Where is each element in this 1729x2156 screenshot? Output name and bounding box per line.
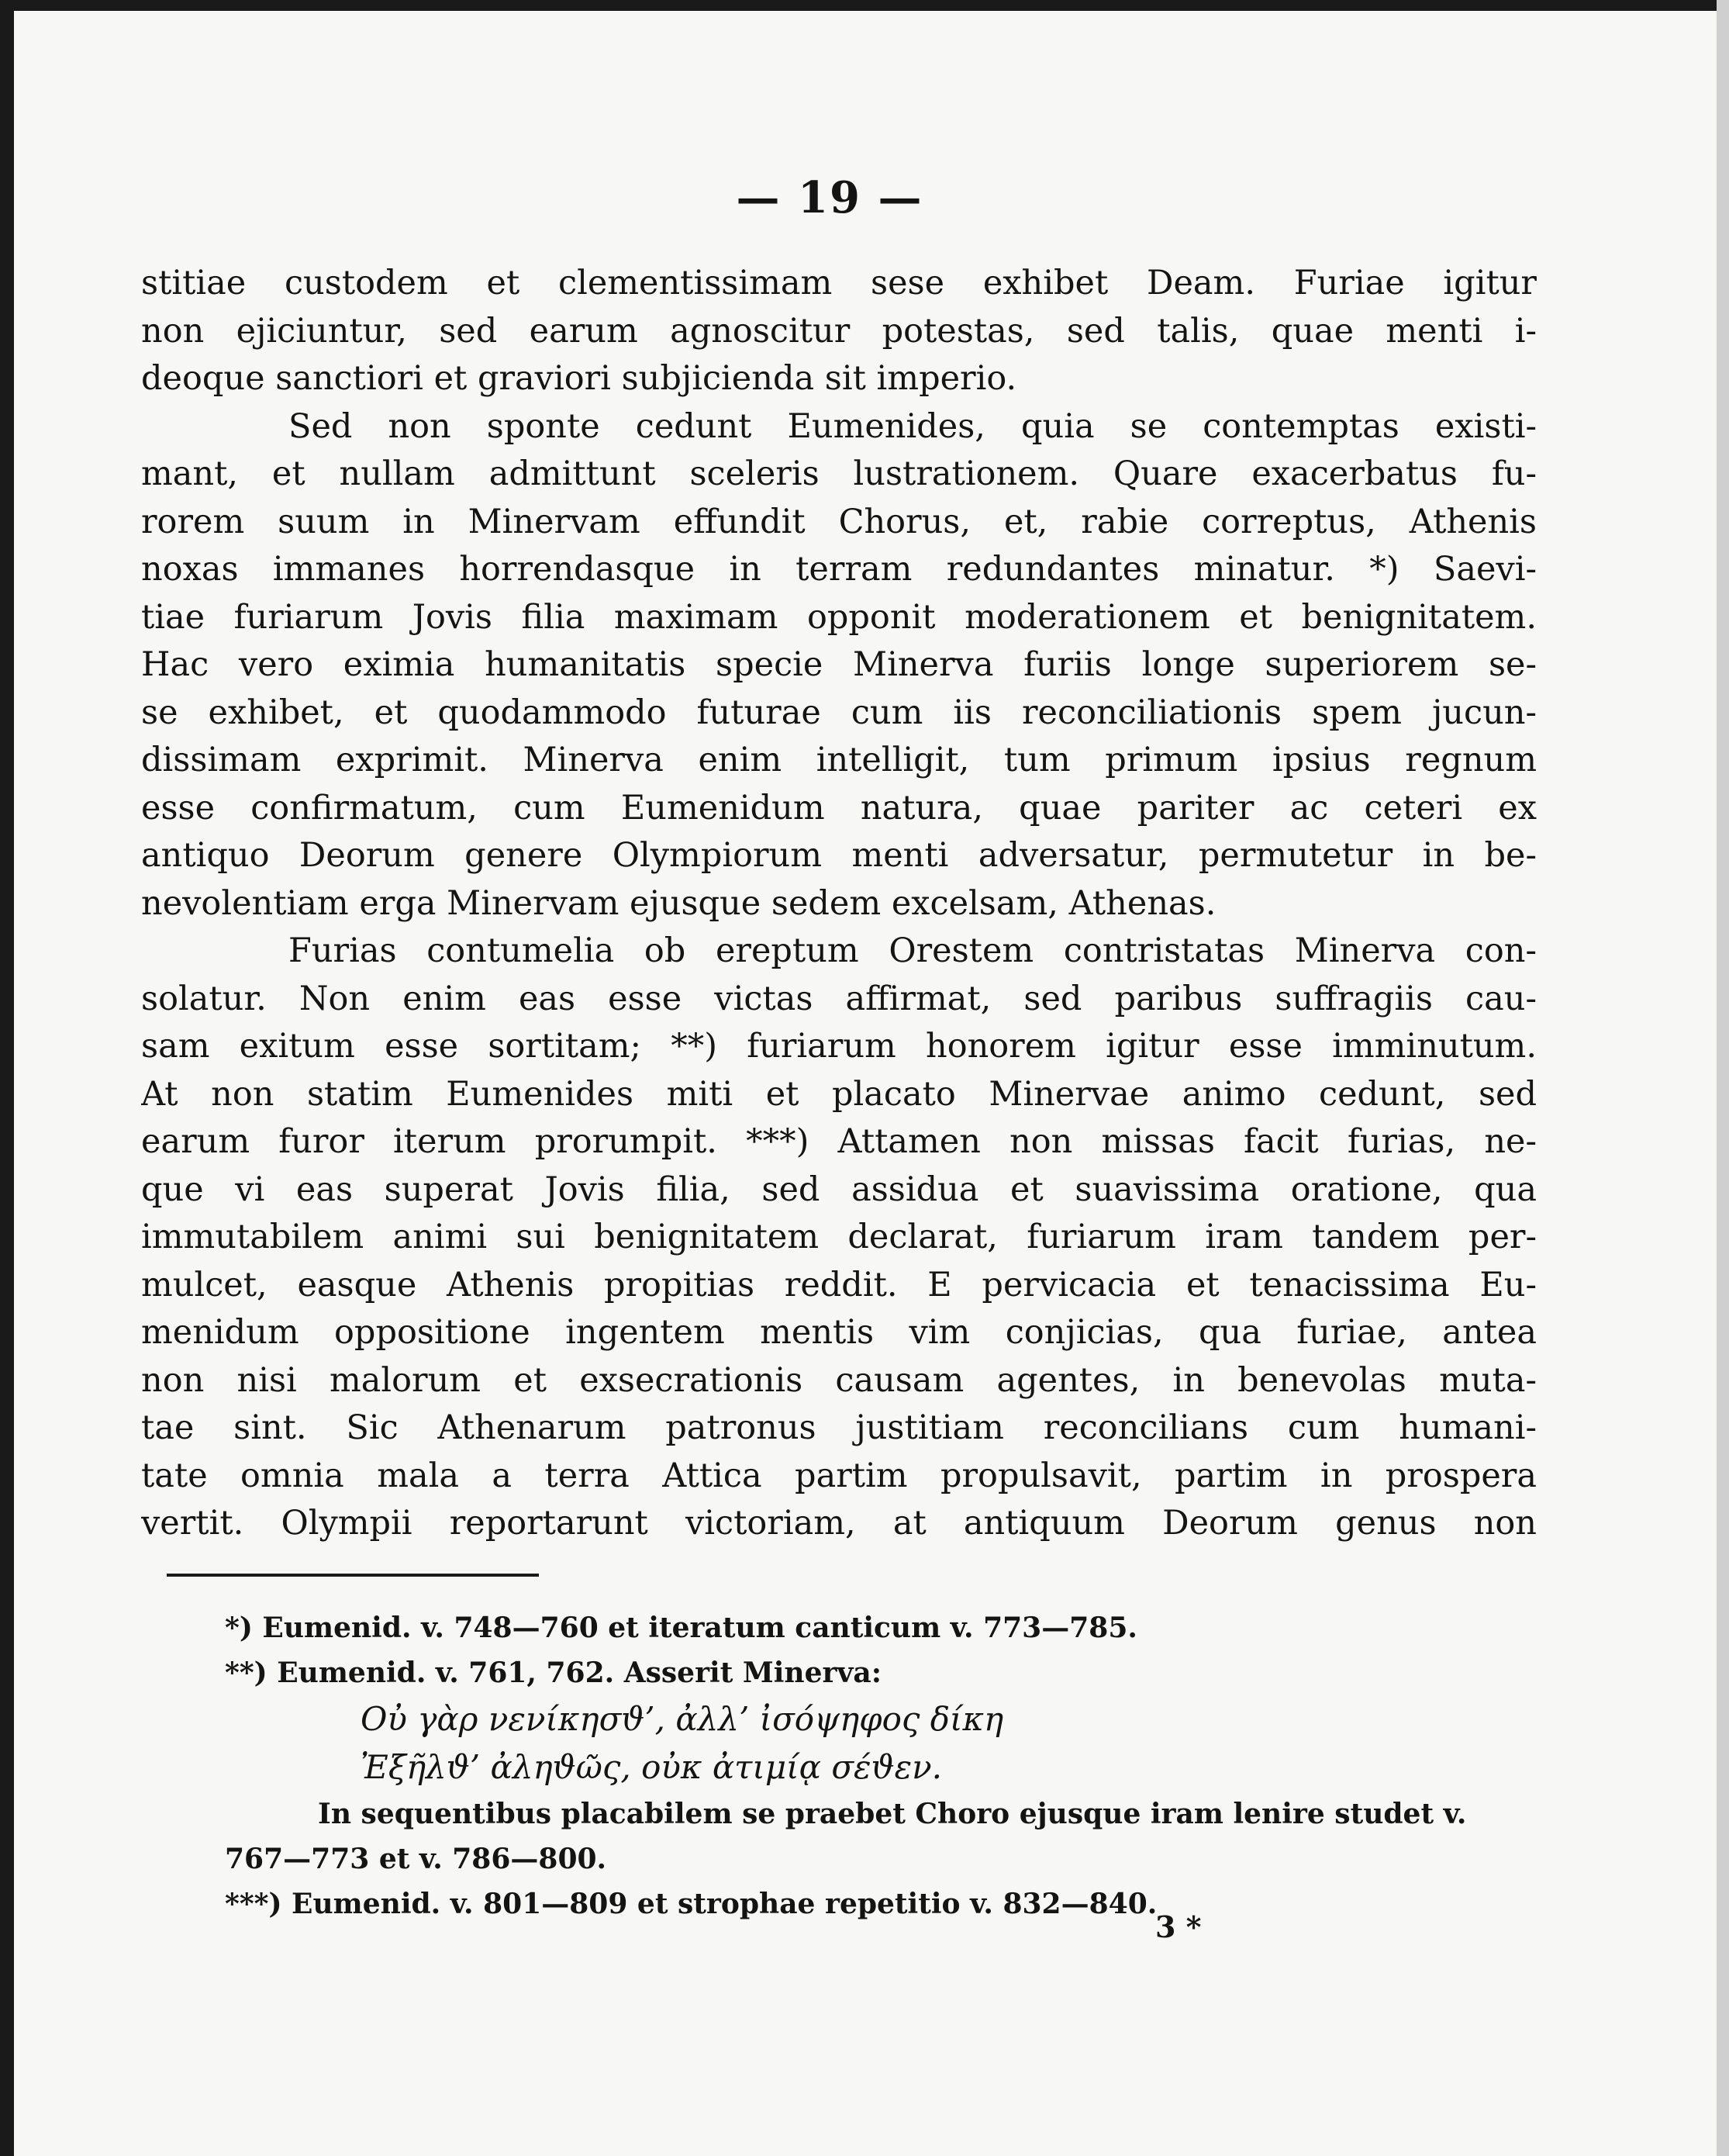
- text-line: menidum oppositione ingentem mentis vim conjicias, qua furiae, antea: [141, 1313, 1537, 1352]
- footnote-divider: [167, 1574, 539, 1577]
- scan-edge-right: [1717, 0, 1729, 2156]
- text-line: earum furor iterum prorumpit. ***) Attamen non missas facit furias, ne-: [141, 1122, 1537, 1161]
- text-line: tae sint. Sic Athenarum patronus justitiam reconcilians cum humani-: [141, 1408, 1537, 1447]
- text-line: rorem suum in Minervam effundit Chorus, et, rabie correptus, Athenis: [141, 502, 1537, 541]
- text-line: immutabilem animi sui benignitatem declarat, furiarum iram tandem per-: [141, 1218, 1537, 1256]
- text-line: noxas immanes horrendasque in terram redundantes minatur. *) Saevi-: [141, 550, 1537, 589]
- text-line: Sed non sponte cedunt Eumenides, quia se contemptas existi-: [288, 406, 1537, 446]
- text-line: se exhibet, et quodammodo futurae cum iis reconciliationis spem jucun-: [141, 693, 1537, 732]
- scan-edge-left: [0, 0, 14, 2156]
- text-line: vertit. Olympii reportarunt victoriam, at antiquum Deorum genus non: [141, 1504, 1537, 1543]
- text-line: nevolentiam erga Minervam ejusque sedem excelsam, Athenas.: [141, 883, 1217, 923]
- text-line: tiae furiarum Jovis filia maximam opponit moderationem et benignitatem.: [141, 597, 1537, 637]
- text-line: mulcet, easque Athenis propitias reddit. E pervicacia et tenacissima Eu-: [141, 1265, 1537, 1304]
- text-line: esse confirmatum, cum Eumenidum natura, quae pariter ac ceteri ex: [141, 788, 1537, 828]
- text-line: que vi eas superat Jovis filia, sed assidua et suavissima oratione, qua: [141, 1170, 1537, 1209]
- scan-edge-top: [0, 0, 1729, 11]
- text-line: At non statim Eumenides miti et placato Minervae animo cedunt, sed: [141, 1074, 1537, 1114]
- text-line: Furias contumelia ob ereptum Orestem contristatas Minerva con-: [288, 931, 1537, 970]
- page-number: — 19 —: [736, 172, 923, 223]
- greek-quote-line-2: Ἐξῆλϑ’ ἀληϑῶς, οὐκ ἀτιμίᾳ σέϑεν.: [361, 1748, 943, 1786]
- footnote-2-continuation: In sequentibus placabilem se praebet Choro ejusque iram lenire studet v.: [318, 1798, 1467, 1830]
- text-line: sam exitum esse sortitam; **) furiarum honorem igitur esse imminutum.: [141, 1027, 1537, 1066]
- footnote-1: *) Eumenid. v. 748—760 et iteratum canticum v. 773—785.: [225, 1612, 1137, 1644]
- body-text: [141, 260, 1537, 1548]
- signature-mark: 3 *: [1155, 1909, 1202, 1944]
- text-line: dissimam exprimit. Minerva enim intelligit, tum primum ipsius regnum: [141, 741, 1537, 779]
- footnote-3: ***) Eumenid. v. 801—809 et strophae repetitio v. 832—840.: [225, 1888, 1158, 1920]
- text-line: stitiae custodem et clementissimam sese exhibet Deam. Furiae igitur: [141, 264, 1537, 302]
- text-line: Hac vero eximia humanitatis specie Minerva furiis longe superiorem se-: [141, 645, 1537, 684]
- text-line: mant, et nullam admittunt sceleris lustrationem. Quare exacerbatus fu-: [141, 454, 1537, 493]
- footnote-2-continuation-end: 767—773 et v. 786—800.: [225, 1843, 607, 1875]
- text-line: non nisi malorum et exsecrationis causam agentes, in benevolas muta-: [141, 1360, 1537, 1400]
- text-line: tate omnia mala a terra Attica partim propulsavit, partim in prospera: [141, 1456, 1537, 1495]
- text-line: antiquo Deorum genere Olympiorum menti adversatur, permutetur in be-: [141, 836, 1537, 875]
- text-line: non ejiciuntur, sed earum agnoscitur potestas, sed talis, quae menti i-: [141, 311, 1537, 351]
- greek-quote-line-1: Οὐ γὰρ νενίκησϑ’, ἀλλ’ ἰσόψηφος δίκη: [361, 1700, 1004, 1738]
- footnotes: [225, 1605, 1543, 1926]
- text-line: solatur. Non enim eas esse victas affirmat, sed paribus suffragiis cau-: [141, 979, 1537, 1018]
- footnote-2: **) Eumenid. v. 761, 762. Asserit Minerva:: [225, 1657, 882, 1689]
- text-line: deoque sanctiori et graviori subjicienda sit imperio.: [141, 359, 1017, 398]
